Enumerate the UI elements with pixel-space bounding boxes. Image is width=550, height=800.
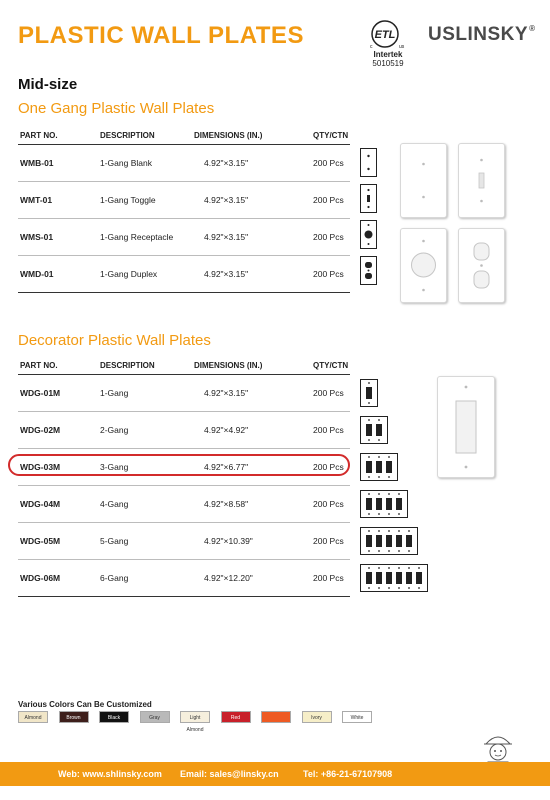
description: 6-Gang <box>100 573 129 583</box>
description: 1-Gang <box>100 388 129 398</box>
table-row <box>18 412 350 449</box>
dimensions: 4.92"×12.20" <box>204 573 253 583</box>
svg-text:c: c <box>370 44 373 50</box>
qty: 200 Pcs <box>313 269 344 279</box>
size-title: Mid-size <box>18 76 78 93</box>
cert-line-1: Intertek <box>373 50 403 59</box>
dimensions: 4.92"×4.92" <box>204 425 249 435</box>
blank-plate-icon <box>360 148 377 177</box>
duplex-plate-photo <box>458 228 505 303</box>
color-swatch: Light Almond <box>180 711 210 723</box>
brand-registered-mark: ® <box>529 24 536 33</box>
table-row <box>18 375 350 412</box>
description: 3-Gang <box>100 462 129 472</box>
part-no: WDG-02M <box>20 425 61 435</box>
svg-text:ETL: ETL <box>374 29 396 41</box>
col-qty: QTY/CTN <box>313 361 349 370</box>
qty: 200 Pcs <box>313 158 344 168</box>
description: 1-Gang Blank <box>100 158 152 168</box>
decorator-plate-photo <box>437 376 495 478</box>
dimensions: 4.92"×3.15" <box>204 388 249 398</box>
qty: 200 Pcs <box>313 425 344 435</box>
table-row <box>18 182 350 219</box>
table-row <box>18 145 350 182</box>
color-swatch: Red <box>221 711 251 723</box>
colors-label: Various Colors Can Be Customized <box>18 700 152 709</box>
color-swatch: White <box>342 711 372 723</box>
qty: 200 Pcs <box>313 536 344 546</box>
col-description: DESCRIPTION <box>100 361 155 370</box>
page-title: PLASTIC WALL PLATES <box>18 22 304 49</box>
brand-logo <box>428 24 535 46</box>
color-swatch: Ivory <box>302 711 332 723</box>
gang-6-plate-icon <box>360 564 428 592</box>
table-row <box>18 523 350 560</box>
blank-plate-photo <box>400 143 447 218</box>
dimensions: 4.92"×3.15" <box>204 158 249 168</box>
gang-1-plate-icon <box>360 379 378 407</box>
dimensions: 4.92"×3.15" <box>204 232 249 242</box>
brand-name: USLINSKY <box>428 24 529 45</box>
table-row <box>18 256 350 293</box>
part-no: WDG-05M <box>20 536 61 546</box>
description: 2-Gang <box>100 425 129 435</box>
qty: 200 Pcs <box>313 573 344 583</box>
part-no: WDG-06M <box>20 573 61 583</box>
dimensions: 4.92"×3.15" <box>204 195 249 205</box>
col-dimensions: DIMENSIONS (IN.) <box>194 131 263 140</box>
dimensions: 4.92"×8.58" <box>204 499 249 509</box>
one-gang-table <box>18 124 350 293</box>
highlight-oval <box>8 454 350 476</box>
receptacle-plate-photo <box>400 228 447 303</box>
col-part-no: PART NO. <box>20 131 58 140</box>
decorator-section-title: Decorator Plastic Wall Plates <box>18 332 211 349</box>
part-no: WMS-01 <box>20 232 54 242</box>
description: 1-Gang Toggle <box>100 195 156 205</box>
part-no: WMT-01 <box>20 195 53 205</box>
table-row <box>18 486 350 523</box>
footer-web: Web: www.shlinsky.com <box>58 769 162 779</box>
dimensions: 4.92"×3.15" <box>204 269 249 279</box>
toggle-plate-photo <box>458 143 505 218</box>
footer-bar <box>0 762 550 786</box>
color-swatch: Brown <box>59 711 89 723</box>
description: 5-Gang <box>100 536 129 546</box>
qty: 200 Pcs <box>313 388 344 398</box>
color-swatch: Black <box>99 711 129 723</box>
receptacle-plate-icon <box>360 220 377 249</box>
toggle-plate-icon <box>360 184 377 213</box>
duplex-plate-icon <box>360 256 377 285</box>
qty: 200 Pcs <box>313 462 344 472</box>
one-gang-section-title: One Gang Plastic Wall Plates <box>18 100 215 117</box>
qty: 200 Pcs <box>313 195 344 205</box>
gang-3-plate-icon <box>360 453 398 481</box>
table-header <box>18 124 350 145</box>
gang-5-plate-icon <box>360 527 418 555</box>
part-no: WDG-03M <box>20 462 61 472</box>
qty: 200 Pcs <box>313 499 344 509</box>
color-swatch: Almond <box>18 711 48 723</box>
dimensions: 4.92"×6.77" <box>204 462 249 472</box>
footer-tel: Tel: +86-21-67107908 <box>303 769 393 779</box>
cert-line-2: 5010519 <box>372 59 404 68</box>
part-no: WDG-01M <box>20 388 61 398</box>
footer-email: Email: sales@linsky.cn <box>180 769 279 779</box>
color-swatch <box>261 711 291 723</box>
table-row <box>18 560 350 597</box>
etl-certification-mark <box>362 18 414 68</box>
table-header <box>18 354 350 375</box>
dimensions: 4.92"×10.39" <box>204 536 253 546</box>
part-no: WDG-04M <box>20 499 61 509</box>
col-qty: QTY/CTN <box>313 131 349 140</box>
col-dimensions: DIMENSIONS (IN.) <box>194 361 263 370</box>
color-swatch: Gray <box>140 711 170 723</box>
svg-text:us: us <box>399 44 405 50</box>
etl-logo-icon <box>368 18 408 50</box>
col-description: DESCRIPTION <box>100 131 155 140</box>
gang-4-plate-icon <box>360 490 408 518</box>
description: 4-Gang <box>100 499 129 509</box>
description: 1-Gang Receptacle <box>100 232 174 242</box>
part-no: WMD-01 <box>20 269 54 279</box>
gang-2-plate-icon <box>360 416 388 444</box>
table-row <box>18 219 350 256</box>
qty: 200 Pcs <box>313 232 344 242</box>
description: 1-Gang Duplex <box>100 269 158 279</box>
col-part-no: PART NO. <box>20 361 58 370</box>
part-no: WMB-01 <box>20 158 54 168</box>
